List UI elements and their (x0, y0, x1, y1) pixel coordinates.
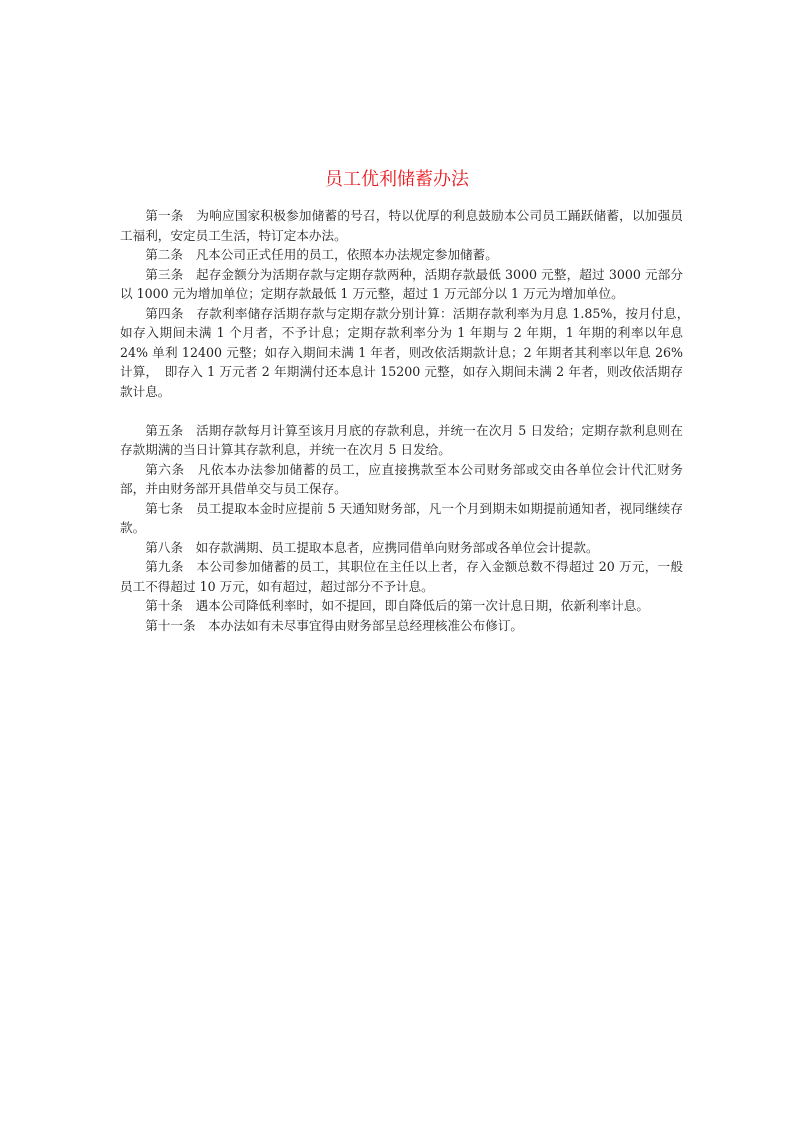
article-4: 第四条 存款利率储存活期存款与定期存款分别计算：活期存款利率为月息 1.85%，按月付息， 如存入期间未满 1 个月者，不予计息；定期存款利率分为 1 年期与 2 年期，1 年期的利率以年息 24% 单利 12400 元整；如存入期间未满 1 年者，则改依活期款计息；2 年期者其利率以年息 26%计算， 即存入 1 万元者 2 年期满付还本息计 15200 元整，如存入期间未满 2 年者，则改依活期存款计息。 (120, 305, 696, 399)
document-body (120, 206, 696, 635)
article-7: 第七条 员工提取本金时应提前 5 天通知财务部，凡一个月到期未如期提前通知者，视同继续存款。 (120, 500, 683, 535)
document-title: 员工优利储蓄办法 (325, 169, 469, 190)
article-2: 第二条 凡本公司正式任用的员工，依照本办法规定参加储蓄。 (145, 247, 498, 262)
article-3: 第三条 起存金额分为活期存款与定期存款两种，活期存款最低 3000 元整，超过 3000 元部分以 1000 元为增加单位；定期存款最低 1 万元整，超过 1 万元部分以 1 万元为增加单位。 (120, 266, 683, 301)
article-8: 第八条 如存款满期、员工提取本息者，应携同借单向财务部或各单位会计提款。 (145, 539, 599, 555)
article-9: 第九条 本公司参加储蓄的员工，其职位在主任以上者，存入金额总数不得超过 20 万元，一般员工不得超过 10 万元，如有超过，超过部分不予计息。 (120, 559, 683, 594)
article-6: 第六条 凡依本办法参加储蓄的员工，应直接携款至本公司财务部或交由各单位会计代汇财务部，并由财务部开具借单交与员工保存。 (120, 461, 683, 496)
article-10: 第十条 遇本公司降低利率时，如不提回，即自降低后的第一次计息日期，依新利率计息。 (145, 598, 649, 613)
article-11: 第十一条 本办法如有未尽事宜得由财务部呈总经理核准公布修订。 (145, 617, 523, 633)
article-5: 第五条 活期存款每月计算至该月月底的存款利息，并统一在次月 5 日发给；定期存款利息则在存款期满的当日计算其存款利息，并统一在次月 5 日发给。 (120, 422, 683, 457)
article-1: 第一条 为响应国家积极参加储蓄的号召，特以优厚的利息鼓励本公司员工踊跃储蓄，以加强员工福利，安定员工生活，特订定本办法。 (120, 208, 683, 243)
